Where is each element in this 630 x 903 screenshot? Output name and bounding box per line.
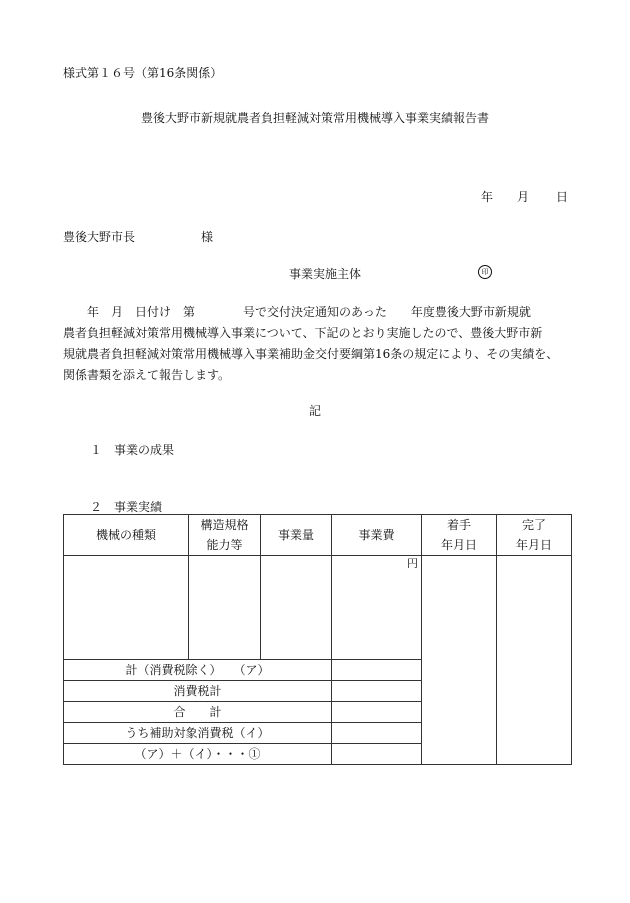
header-end-line-2: 年月日 — [515, 538, 552, 552]
header-start-line-1: 着手 — [446, 518, 471, 532]
header-end-line-1: 完了 — [521, 518, 546, 532]
body-line-4: 関係書類を添えて報告します。 — [63, 368, 231, 382]
document-title: 豊後大野市新規就農者負担軽減対策常用機械導入事業実績報告書 — [140, 111, 489, 125]
date-day-label: 日 — [556, 190, 569, 204]
header-start-line-2: 年月日 — [440, 538, 477, 552]
header-quantity: 事業量 — [261, 515, 332, 556]
subsidy-tax-label: うち補助対象消費税（イ） — [64, 723, 332, 744]
formula-label: （ア）＋（イ）・・・① — [64, 744, 332, 765]
body-line-2: 農者負担軽減対策常用機械導入事業について、下記のとおり実施したので、豊後大野市新 — [63, 326, 543, 340]
section-results-heading: １ 事業の成果 — [90, 443, 175, 457]
addressee-honorific: 様 — [201, 230, 214, 244]
date-month-label: 月 — [517, 190, 530, 204]
tax-label: 消費税計 — [64, 681, 332, 702]
performance-table — [63, 514, 572, 765]
subsidy-tax-value-cell[interactable] — [332, 723, 422, 744]
date-year-label: 年 — [481, 190, 494, 204]
header-spec-line-2: 能力等 — [206, 538, 243, 552]
total-label: 合 計 — [64, 702, 332, 723]
addressee-name: 豊後大野市長 — [63, 230, 136, 244]
cost-cell[interactable]: 円 — [332, 556, 422, 660]
body-line-1: 年 月 日付け 第 号で交付決定通知のあった 年度豊後大野市新規就 — [63, 305, 531, 319]
start-date-cell[interactable] — [422, 556, 497, 765]
seal-icon: 印 — [478, 265, 492, 279]
header-start-date — [422, 515, 497, 556]
quantity-cell[interactable] — [261, 556, 332, 660]
header-spec — [189, 515, 261, 556]
spec-cell[interactable] — [189, 556, 261, 660]
body-line-3: 規就農者負担軽減対策常用機械導入事業補助金交付要綱第16条の規定により、その実績を、 — [63, 347, 559, 361]
ki-heading: 記 — [308, 404, 321, 418]
applicant-label: 事業実施主体 — [289, 267, 362, 281]
end-date-cell[interactable] — [497, 556, 572, 765]
subtotal-value-cell[interactable] — [332, 660, 422, 681]
header-end-date — [497, 515, 572, 556]
formula-value-cell[interactable] — [332, 744, 422, 765]
section-performance-heading: ２ 事業実績 — [90, 500, 163, 514]
header-cost: 事業費 — [332, 515, 422, 556]
form-number: 様式第１６号（第16条関係） — [63, 66, 223, 80]
total-value-cell[interactable] — [332, 702, 422, 723]
header-machine-type: 機械の種類 — [64, 515, 189, 556]
machine-type-cell[interactable] — [64, 556, 189, 660]
tax-value-cell[interactable] — [332, 681, 422, 702]
header-spec-line-1: 構造規格 — [200, 518, 249, 532]
subtotal-label: 計（消費税除く） （ア） — [64, 660, 332, 681]
